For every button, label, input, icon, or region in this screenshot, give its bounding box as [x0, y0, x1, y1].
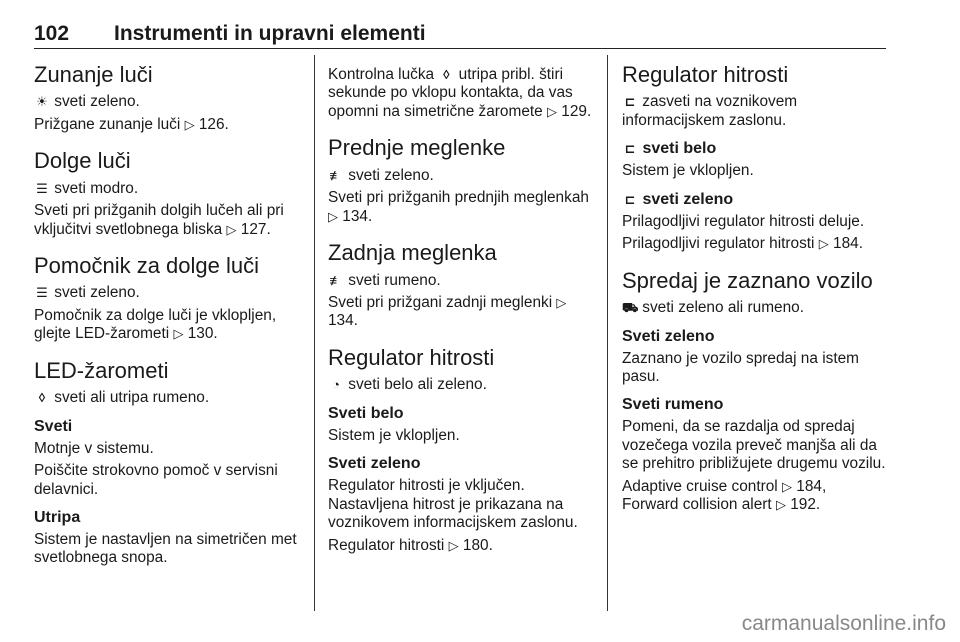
- vehicle-ahead-icon: ⛟: [622, 300, 639, 316]
- subheading: Sveti belo: [328, 404, 404, 422]
- adaptive-cruise-icon: ⊏: [624, 141, 636, 157]
- rear-fog-light-icon: ≢: [329, 272, 343, 288]
- high-beam-icon: ☰: [36, 180, 48, 196]
- column-divider: [607, 55, 608, 611]
- page-ref-icon: ▷: [173, 326, 184, 342]
- subheading: Utripa: [34, 509, 81, 526]
- column-1: Zunanje luči ☀ sveti zeleno. Prižgane zunanje luči ▷ 126. Dolge luči ☰ sveti modro. Sveti pri prižganih dolgih lučeh ali pri vključitvi svetlobnega bliska ▷ 127. Pomočnik za dolge luči ☰ sveti zeleno. Pomočnik za dolge luči je vklopljen, glejte LED-žarometi ▷ 130. LED-žarometi ◊ sveti ali utripa rumeno. Sveti Motnje v sistemu. Poiščite strokovno pomoč v servisni delavnici. Utripa Sistem je nastavljen na simetričen met svetlobnega snopa.: [34, 52, 300, 572]
- page-ref-icon: ▷: [226, 221, 237, 237]
- led-headlight-icon: ◊: [38, 390, 46, 406]
- section-title: Dolge luči: [34, 148, 131, 174]
- parking-light-icon: ☀: [36, 94, 48, 110]
- section-title: Zunanje luči: [34, 62, 153, 87]
- page-ref-icon: ▷: [781, 478, 792, 494]
- section-title: Prednje meglenke: [328, 135, 506, 161]
- page-number: 102: [34, 22, 70, 45]
- column-2: Kontrolna lučka ◊ utripa pribl. štiri sekunde po vklopu kontakta, da vas opomni na simetrične žaromete ▷ 129. Prednje meglenke ≢ sveti zeleno. Sveti pri prižganih prednjih meglenkah ▷ 134. Zadnja meglenka ≢ sveti rumeno. Sveti pri prižgani zadnji meglenki ▷ 134. Regulator hitrosti ◔ sveti belo ali zeleno. Sveti belo Sistem je vklopljen. Sveti zeleno Regulator hitrosti je vključen. Nastavljena hitrost je prikazana na voznikovem informacijskem zaslonu. Regulator hitrosti ▷ 180.: [328, 52, 594, 559]
- page-header: [34, 18, 886, 49]
- page-ref-icon: ▷: [328, 208, 338, 224]
- column-divider: [314, 55, 315, 611]
- subheading: Sveti rumeno: [622, 396, 724, 414]
- watermark: carmanualsonline.info: [741, 612, 946, 635]
- led-headlight-icon: ◊: [443, 67, 450, 82]
- section-title: Regulator hitrosti: [622, 62, 789, 87]
- subheading: Sveti zeleno: [622, 327, 715, 345]
- section-title: LED-žarometi: [34, 357, 169, 383]
- page-ref-icon: ▷: [547, 103, 557, 119]
- page-ref-icon: ▷: [184, 116, 195, 132]
- front-fog-light-icon: ≢: [329, 167, 343, 183]
- high-beam-assist-icon: ☰: [36, 285, 48, 301]
- adaptive-cruise-icon: ⊏: [624, 94, 636, 110]
- section-title: Pomočnik za dolge luči: [34, 253, 260, 279]
- subheading: Sveti: [34, 417, 73, 435]
- cruise-control-icon: ◔: [332, 377, 340, 393]
- page-ref-icon: ▷: [775, 497, 786, 513]
- section-title: Zadnja meglenka: [328, 240, 497, 266]
- page-ref-icon: ▷: [818, 236, 829, 252]
- page-title: Instrumenti in upravni elementi: [114, 22, 426, 45]
- column-3: Regulator hitrosti ⊏ zasveti na voznikovem informacijskem zaslonu. ⊏ sveti belo Sistem je vklopljen. ⊏ sveti zeleno Prilagodljivi regulator hitrosti deluje. Prilagodljivi regulator hitrosti ▷ 184. Spredaj je zaznano vozilo ⛟ sveti zeleno ali rumeno. Sveti zeleno Zaznano je vozilo spredaj na istem pasu. Sveti rumeno Pomeni, da se razdalja od spredaj vozečega vozila preveč manjša ali da se prehitro približujete drugemu vozilu. Adaptive cruise control ▷ 184, Forward collision alert ▷ 192.: [622, 52, 888, 519]
- section-title: Spredaj je zaznano vozilo: [622, 267, 873, 293]
- page-ref-icon: ▷: [448, 537, 459, 553]
- adaptive-cruise-icon: ⊏: [624, 191, 636, 207]
- section-title: Regulator hitrosti: [328, 344, 495, 370]
- page-ref-icon: ▷: [556, 294, 567, 310]
- subheading: Sveti zeleno: [328, 455, 421, 473]
